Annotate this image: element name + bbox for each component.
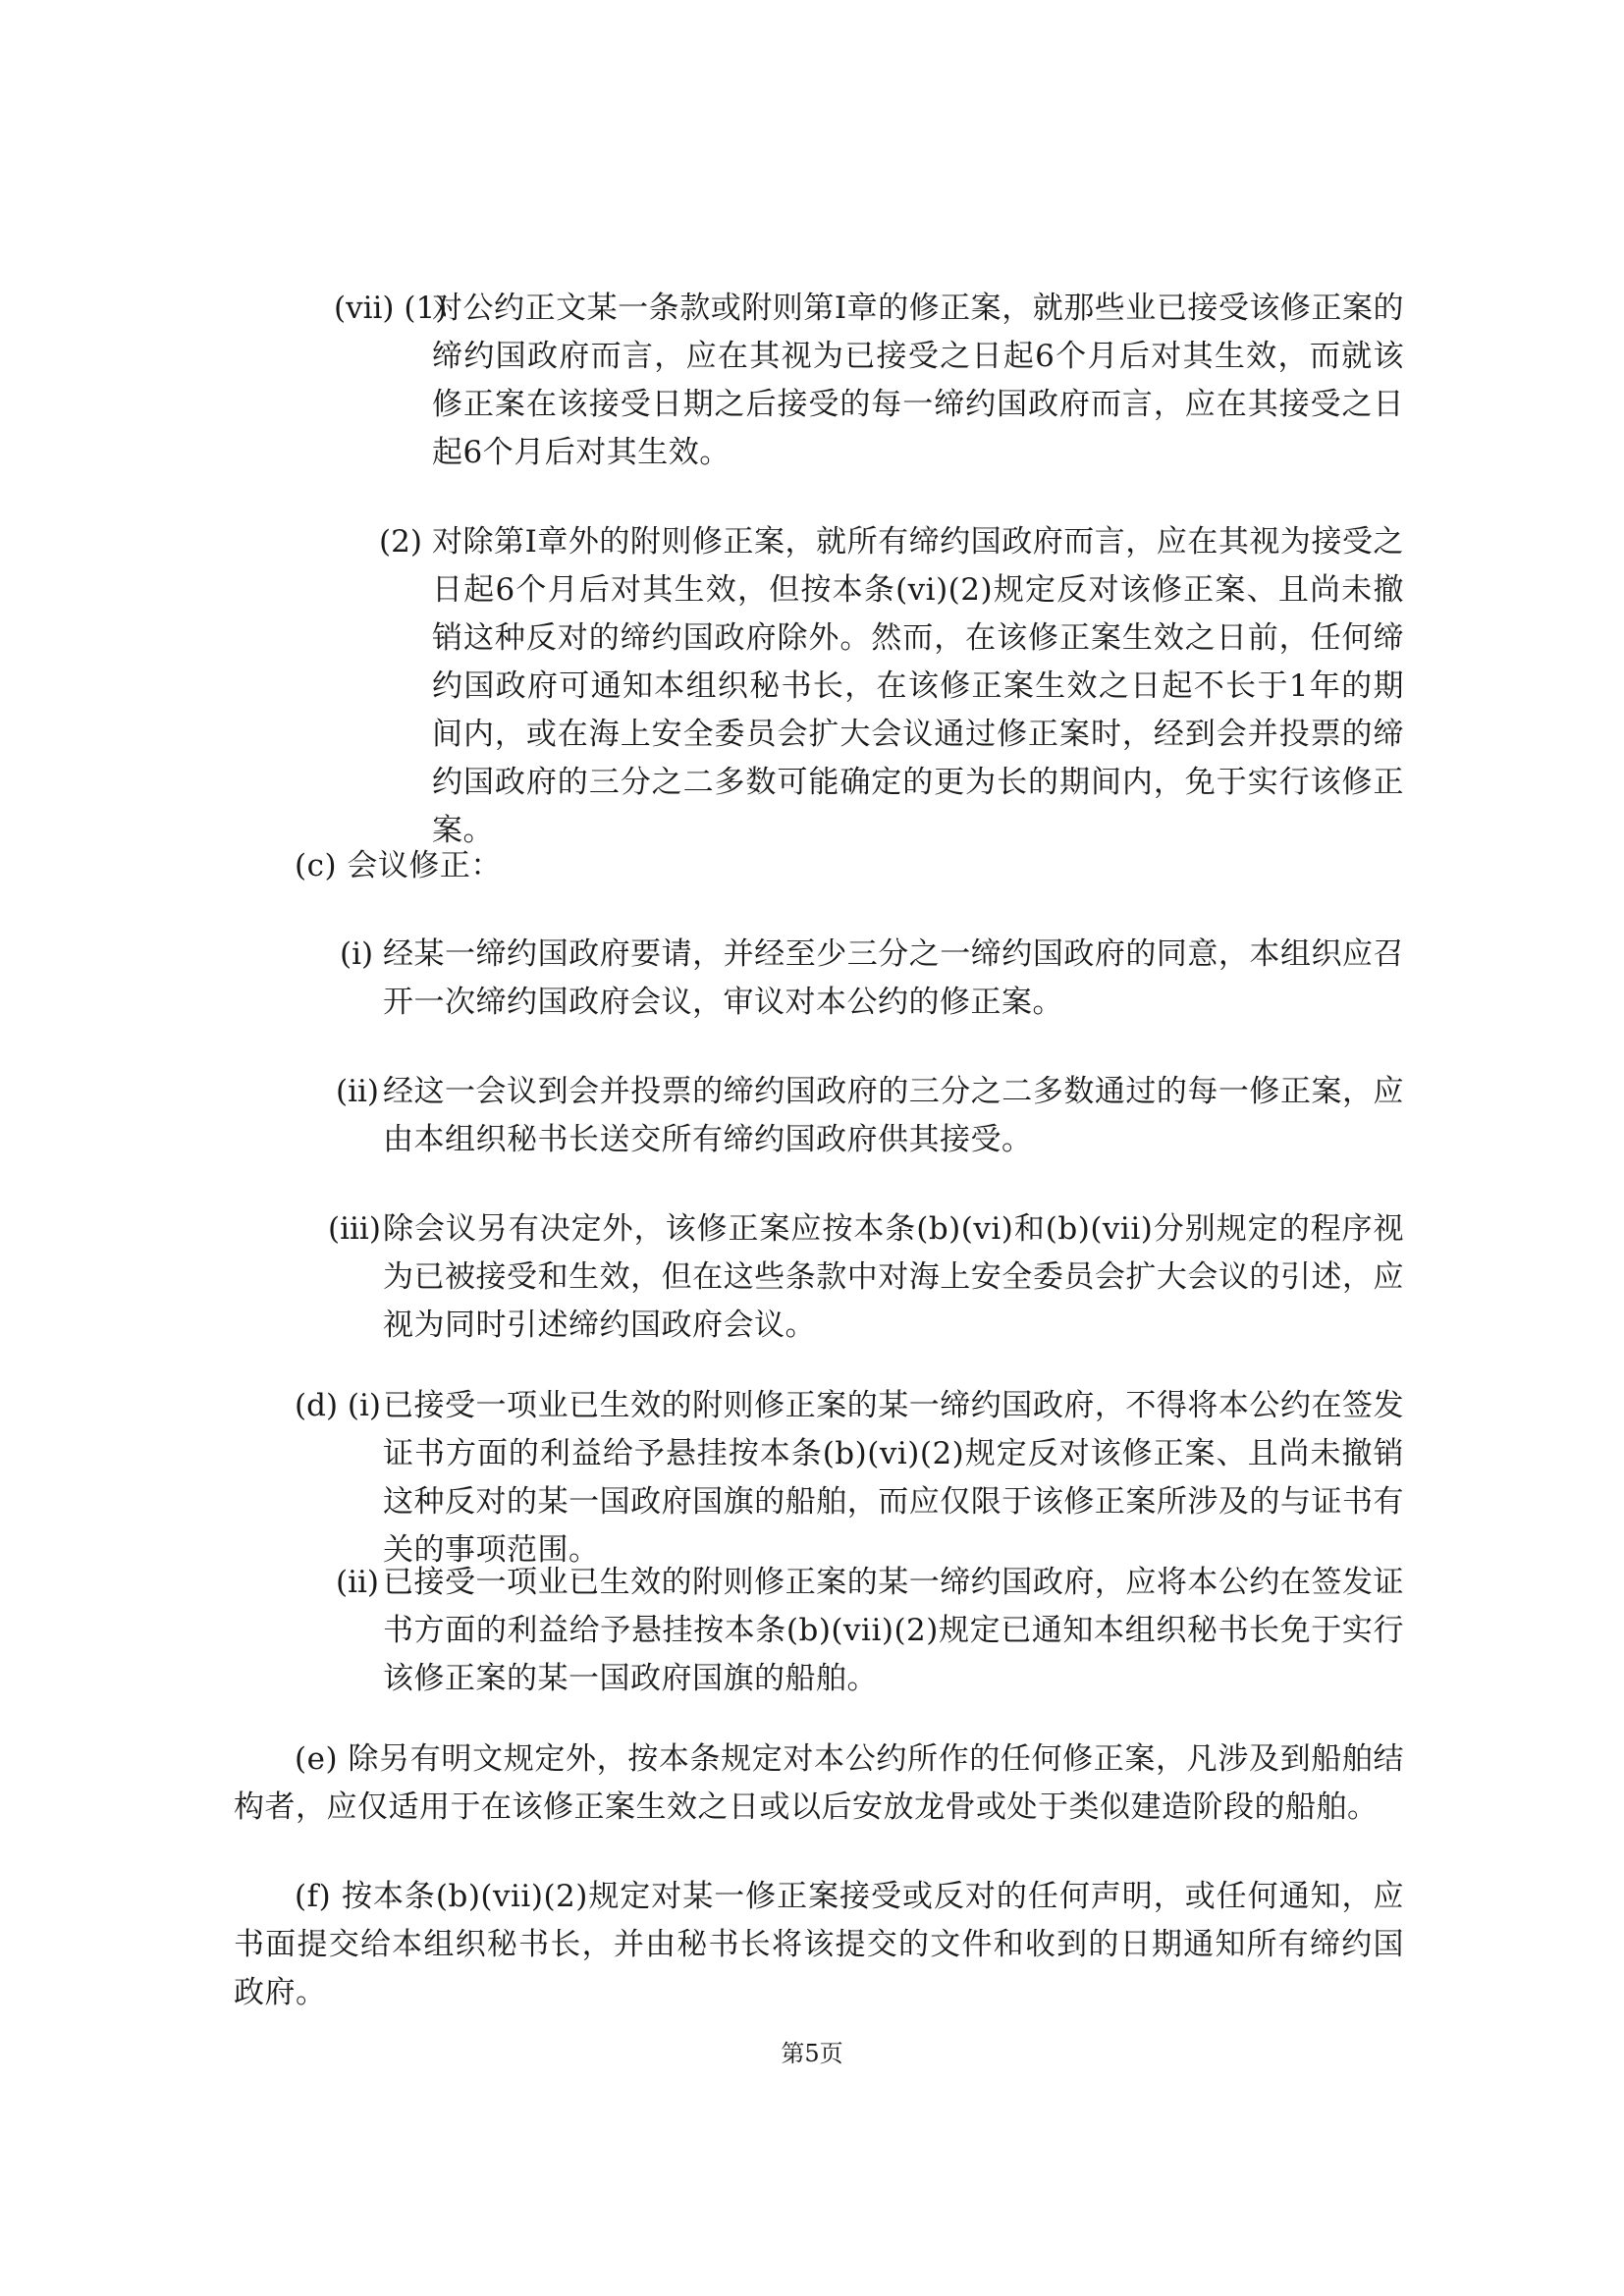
clause-text: 已接受一项业已生效的附则修正案的某一缔约国政府，应将本公约在签发证书方面的利益给予悬挂按本条(b)(vii)(2)规定已通知本组织秘书长免于实行该修正案的某一国政府国旗的船舶。 — [383, 1565, 1404, 1696]
clause-d-i — [295, 1382, 1404, 1575]
clause-text: 对公约正文某一条款或附则第I章的修正案，就那些业已接受该修正案的缔约国政府而言，应在其视为已接受之日起6个月后对其生效，而就该修正案在该接受日期之后接受的每一缔约国政府而言，应在其接受之日起6个月后对其生效。 — [432, 291, 1404, 470]
section-text: (e) 除另有明文规定外，按本条规定对本公约所作的任何修正案，凡涉及到船舶结构者，应仅适用于在该修正案生效之日或以后安放龙骨或处于类似建造阶段的船舶。 — [234, 1741, 1404, 1825]
clause-label: (2) — [379, 524, 422, 560]
section-f — [234, 1873, 1404, 2017]
section-heading-text: (c) 会议修正： — [295, 848, 502, 883]
clause-vii-1 — [334, 285, 1404, 477]
clause-text: 经某一缔约国政府要请，并经至少三分之一缔约国政府的同意，本组织应召开一次缔约国政府会议，审议对本公约的修正案。 — [383, 936, 1404, 1020]
clause-vii-2 — [379, 518, 1404, 855]
clause-c-ii — [336, 1068, 1404, 1164]
clause-text: 对除第I章外的附则修正案，就所有缔约国政府而言，应在其视为接受之日起6个月后对其生效，但按本条(vi)(2)规定反对该修正案、且尚未撤销这种反对的缔约国政府除外。然而，在该修正案生效之日前，任何缔约国政府可通知本组织秘书长，在该修正案生效之日起不长于1年的期间内，或在海上安全委员会扩大会议通过修正案时，经到会并投票的缔约国政府的三分之二多数可能确定的更为长的期间内，免于实行该修正案。 — [432, 524, 1404, 848]
clause-d-ii — [336, 1559, 1404, 1703]
clause-label: (d) (i) — [295, 1388, 381, 1423]
clause-c-iii — [328, 1205, 1404, 1350]
clause-label: (ii) — [336, 1074, 380, 1109]
section-c-heading — [295, 842, 1404, 890]
clause-c-i — [340, 931, 1404, 1027]
clause-text: 已接受一项业已生效的附则修正案的某一缔约国政府，不得将本公约在签发证书方面的利益给予悬挂按本条(b)(vi)(2)规定反对该修正案、且尚未撤销这种反对的某一国政府国旗的船舶，而应仅限于该修正案所涉及的与证书有关的事项范围。 — [383, 1388, 1404, 1568]
clause-label: (iii) — [328, 1211, 381, 1247]
clause-text: 经这一会议到会并投票的缔约国政府的三分之二多数通过的每一修正案，应由本组织秘书长送交所有缔约国政府供其接受。 — [383, 1074, 1404, 1157]
clause-label: (i) — [340, 936, 374, 972]
clause-text: 除会议另有决定外，该修正案应按本条(b)(vi)和(b)(vii)分别规定的程序视为已被接受和生效，但在这些条款中对海上安全委员会扩大会议的引述，应视为同时引述缔约国政府会议。 — [383, 1211, 1404, 1343]
clause-label: (ii) — [336, 1565, 380, 1600]
page-number: 第5页 — [781, 2040, 843, 2067]
clause-label: (vii) (1) — [334, 291, 448, 326]
section-e — [234, 1735, 1404, 1832]
section-text: (f) 按本条(b)(vii)(2)规定对某一修正案接受或反对的任何声明，或任何通知，应书面提交给本组织秘书长，并由秘书长将该提交的文件和收到的日期通知所有缔约国政府。 — [234, 1879, 1404, 2010]
